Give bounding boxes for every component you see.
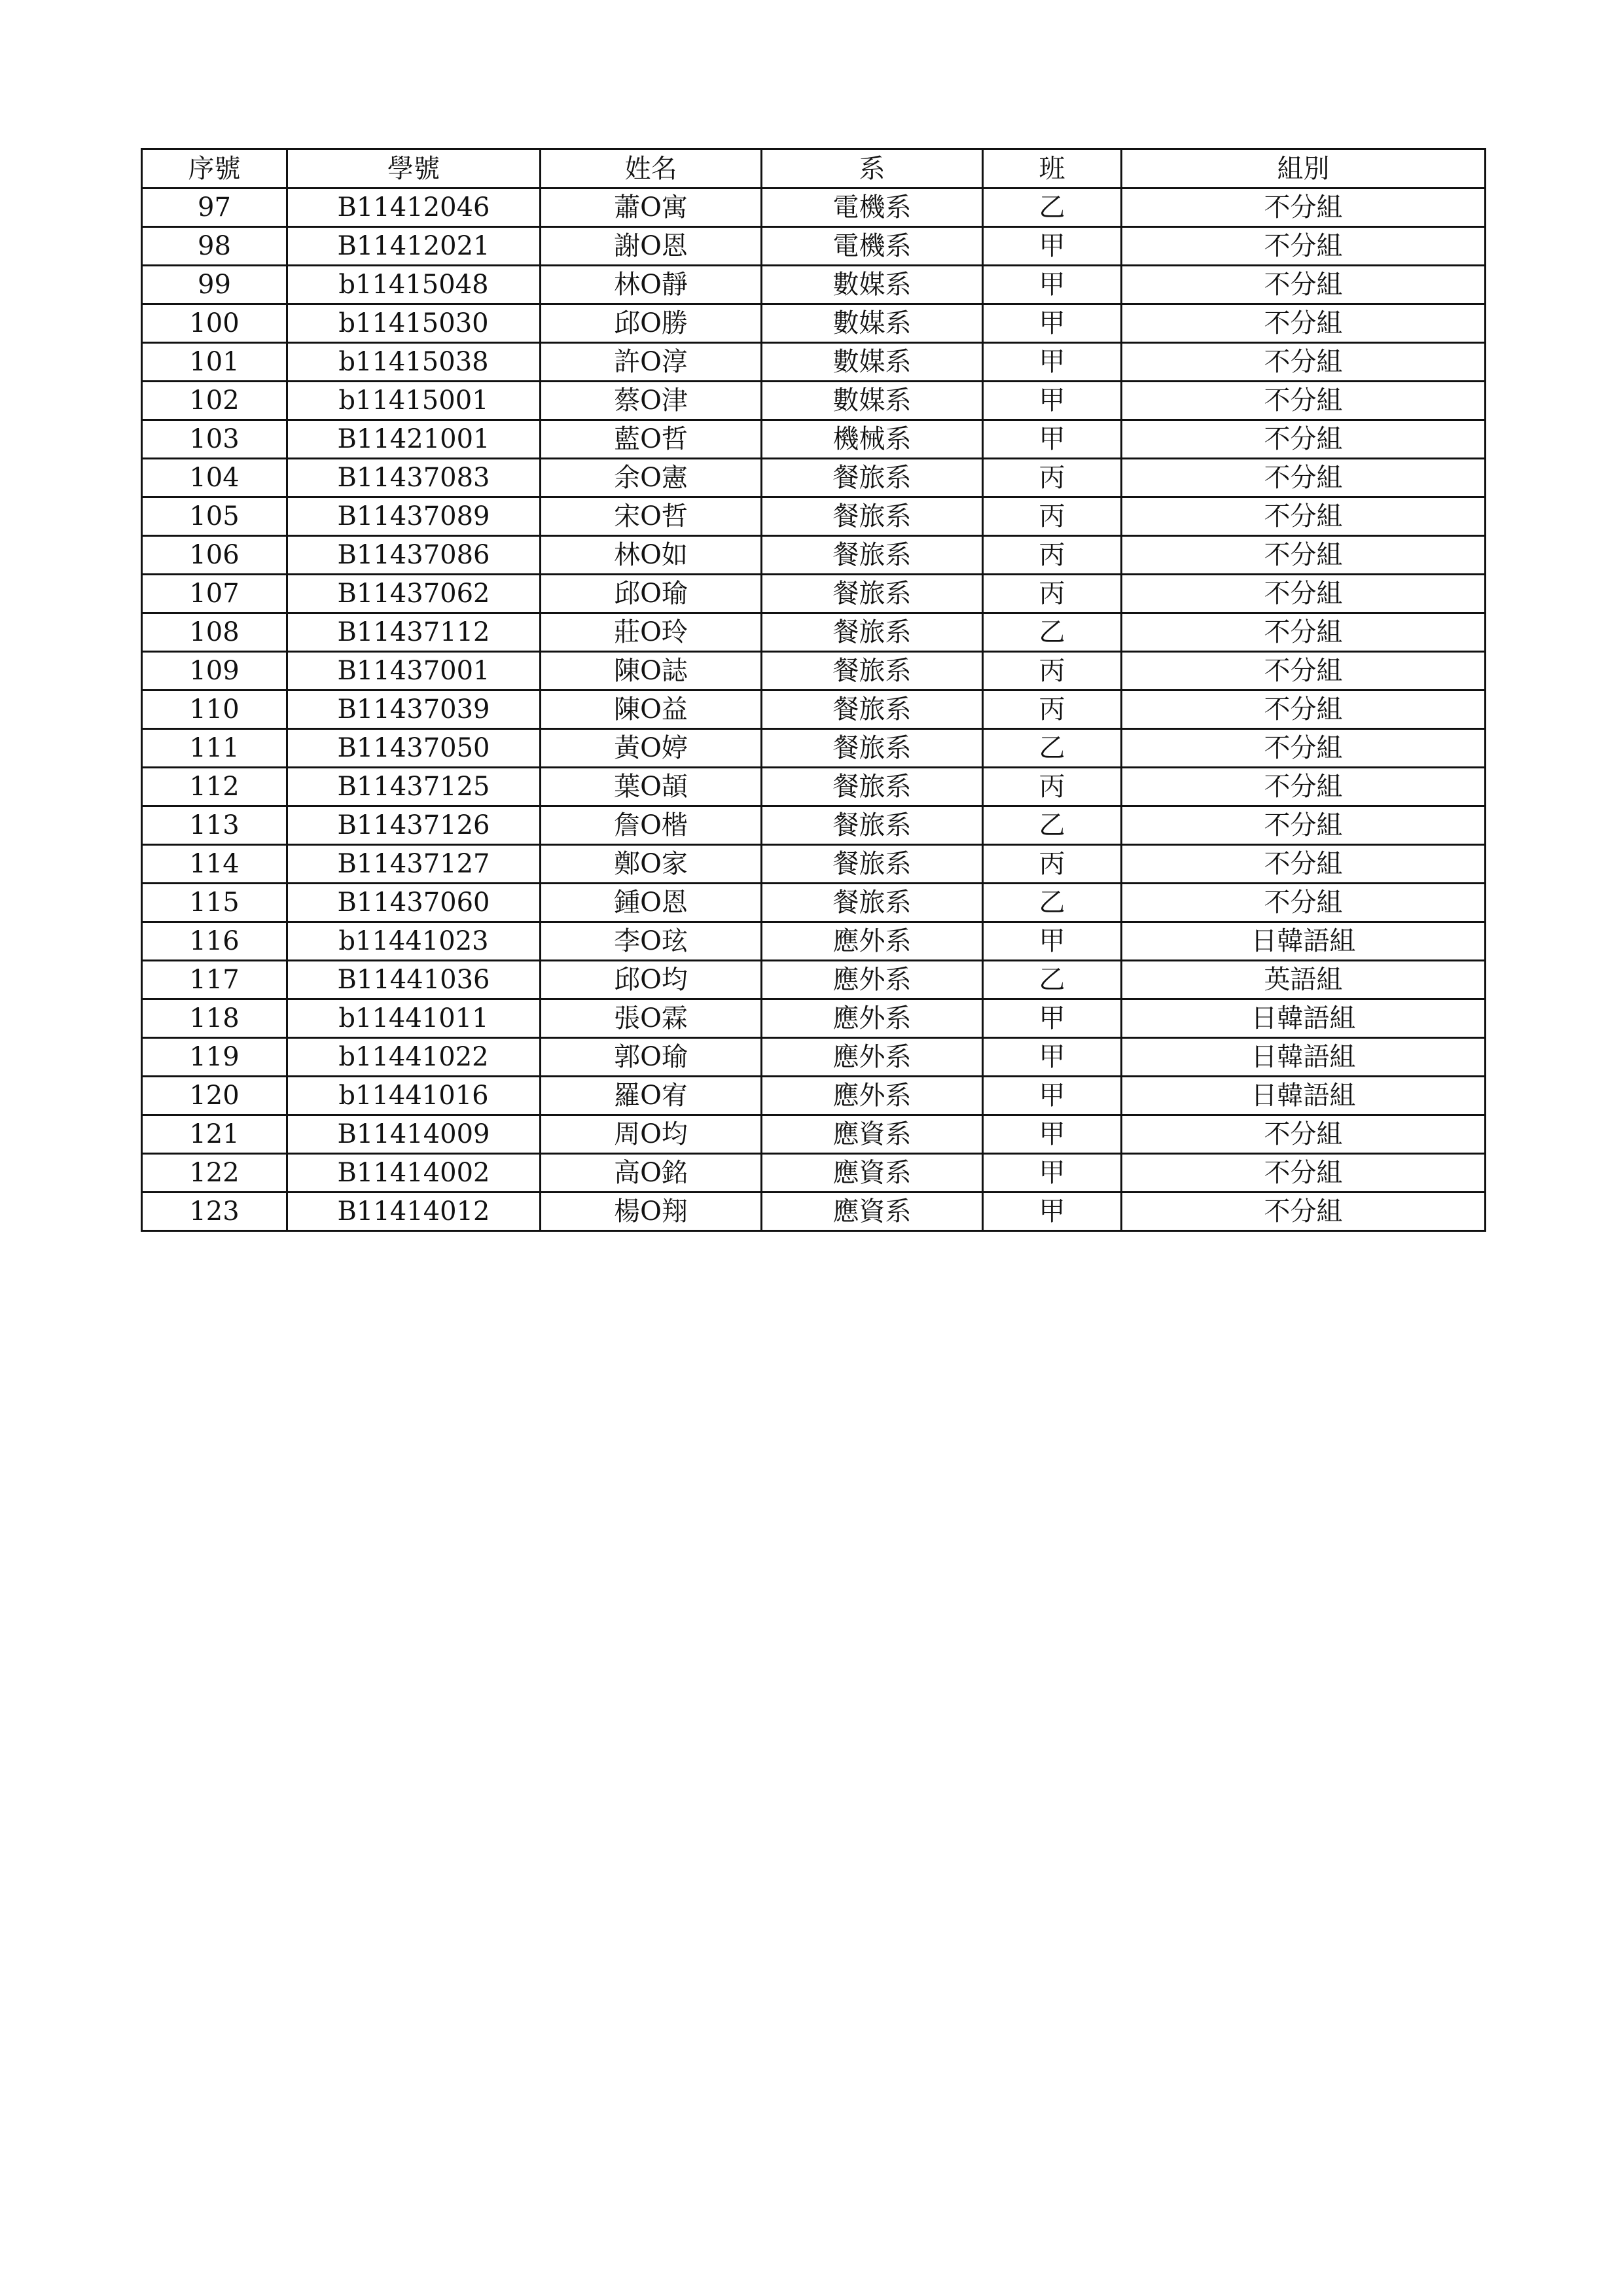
cell-group: 不分組 xyxy=(1122,652,1486,691)
table-row xyxy=(142,188,1486,227)
cell-name: 邱O瑜 xyxy=(541,575,762,613)
cell-seq: 107 xyxy=(142,575,287,613)
table-row xyxy=(142,420,1486,459)
table-row xyxy=(142,1193,1486,1231)
cell-name: 余O憲 xyxy=(541,459,762,497)
table-row xyxy=(142,961,1486,999)
cell-department: 應資系 xyxy=(762,1154,983,1193)
cell-department: 餐旅系 xyxy=(762,729,983,768)
cell-student-id: b11415001 xyxy=(287,382,541,420)
cell-class: 甲 xyxy=(983,1154,1122,1193)
cell-group: 日韓語組 xyxy=(1122,922,1486,961)
table-row xyxy=(142,768,1486,806)
cell-group: 不分組 xyxy=(1122,266,1486,304)
cell-name: 郭O瑜 xyxy=(541,1038,762,1077)
cell-name: 鄭O家 xyxy=(541,845,762,884)
cell-seq: 102 xyxy=(142,382,287,420)
cell-student-id: B11437060 xyxy=(287,884,541,922)
cell-group: 不分組 xyxy=(1122,536,1486,575)
cell-seq: 109 xyxy=(142,652,287,691)
cell-group: 不分組 xyxy=(1122,884,1486,922)
cell-name: 宋O哲 xyxy=(541,497,762,536)
cell-department: 餐旅系 xyxy=(762,652,983,691)
table-row xyxy=(142,575,1486,613)
student-roster-table xyxy=(141,148,1486,1232)
cell-class: 甲 xyxy=(983,266,1122,304)
cell-student-id: b11441023 xyxy=(287,922,541,961)
cell-class: 甲 xyxy=(983,1038,1122,1077)
cell-seq: 117 xyxy=(142,961,287,999)
cell-class: 乙 xyxy=(983,961,1122,999)
table-row xyxy=(142,999,1486,1038)
cell-department: 應外系 xyxy=(762,922,983,961)
cell-student-id: B11437039 xyxy=(287,691,541,729)
cell-department: 餐旅系 xyxy=(762,884,983,922)
cell-seq: 122 xyxy=(142,1154,287,1193)
cell-class: 甲 xyxy=(983,343,1122,382)
table-row xyxy=(142,729,1486,768)
cell-name: 謝O恩 xyxy=(541,227,762,266)
cell-name: 蔡O津 xyxy=(541,382,762,420)
cell-department: 數媒系 xyxy=(762,304,983,343)
cell-group: 不分組 xyxy=(1122,420,1486,459)
header-row xyxy=(142,149,1486,188)
header-name: 姓名 xyxy=(541,149,762,188)
cell-group: 不分組 xyxy=(1122,806,1486,845)
cell-class: 甲 xyxy=(983,999,1122,1038)
table-row xyxy=(142,1038,1486,1077)
cell-department: 應資系 xyxy=(762,1115,983,1154)
cell-group: 英語組 xyxy=(1122,961,1486,999)
table-row xyxy=(142,922,1486,961)
cell-class: 甲 xyxy=(983,1193,1122,1231)
cell-name: 鍾O恩 xyxy=(541,884,762,922)
cell-department: 餐旅系 xyxy=(762,575,983,613)
cell-class: 丙 xyxy=(983,575,1122,613)
cell-department: 餐旅系 xyxy=(762,459,983,497)
cell-name: 李O玹 xyxy=(541,922,762,961)
cell-name: 莊O玲 xyxy=(541,613,762,652)
cell-class: 丙 xyxy=(983,768,1122,806)
table-row xyxy=(142,304,1486,343)
cell-name: 高O銘 xyxy=(541,1154,762,1193)
cell-class: 丙 xyxy=(983,459,1122,497)
cell-group: 不分組 xyxy=(1122,691,1486,729)
cell-group: 日韓語組 xyxy=(1122,999,1486,1038)
cell-group: 日韓語組 xyxy=(1122,1038,1486,1077)
table-row xyxy=(142,227,1486,266)
table-row xyxy=(142,497,1486,536)
table-row xyxy=(142,536,1486,575)
cell-name: 詹O楷 xyxy=(541,806,762,845)
cell-name: 陳O益 xyxy=(541,691,762,729)
cell-name: 周O均 xyxy=(541,1115,762,1154)
cell-group: 不分組 xyxy=(1122,613,1486,652)
cell-group: 不分組 xyxy=(1122,768,1486,806)
cell-name: 許O淳 xyxy=(541,343,762,382)
cell-seq: 114 xyxy=(142,845,287,884)
table-row xyxy=(142,845,1486,884)
table-header xyxy=(142,149,1486,188)
cell-name: 林O靜 xyxy=(541,266,762,304)
cell-student-id: B11412021 xyxy=(287,227,541,266)
cell-group: 不分組 xyxy=(1122,497,1486,536)
cell-department: 機械系 xyxy=(762,420,983,459)
cell-seq: 112 xyxy=(142,768,287,806)
cell-student-id: B11437126 xyxy=(287,806,541,845)
cell-student-id: B11437062 xyxy=(287,575,541,613)
cell-student-id: B11414012 xyxy=(287,1193,541,1231)
cell-student-id: B11414009 xyxy=(287,1115,541,1154)
cell-class: 丙 xyxy=(983,536,1122,575)
cell-seq: 97 xyxy=(142,188,287,227)
cell-class: 乙 xyxy=(983,884,1122,922)
cell-group: 不分組 xyxy=(1122,1193,1486,1231)
table-row xyxy=(142,652,1486,691)
cell-class: 丙 xyxy=(983,845,1122,884)
header-seq: 序號 xyxy=(142,149,287,188)
cell-name: 楊O翔 xyxy=(541,1193,762,1231)
cell-class: 乙 xyxy=(983,188,1122,227)
cell-student-id: B11437083 xyxy=(287,459,541,497)
cell-name: 蕭O寓 xyxy=(541,188,762,227)
table-row xyxy=(142,382,1486,420)
cell-name: 陳O誌 xyxy=(541,652,762,691)
cell-department: 應外系 xyxy=(762,1038,983,1077)
cell-seq: 105 xyxy=(142,497,287,536)
cell-class: 甲 xyxy=(983,922,1122,961)
cell-student-id: B11412046 xyxy=(287,188,541,227)
cell-class: 乙 xyxy=(983,613,1122,652)
cell-seq: 123 xyxy=(142,1193,287,1231)
cell-group: 不分組 xyxy=(1122,575,1486,613)
cell-seq: 113 xyxy=(142,806,287,845)
table-row xyxy=(142,613,1486,652)
cell-seq: 120 xyxy=(142,1077,287,1115)
cell-student-id: B11421001 xyxy=(287,420,541,459)
cell-department: 餐旅系 xyxy=(762,613,983,652)
cell-class: 丙 xyxy=(983,652,1122,691)
cell-student-id: B11437127 xyxy=(287,845,541,884)
cell-department: 餐旅系 xyxy=(762,845,983,884)
cell-class: 甲 xyxy=(983,382,1122,420)
cell-department: 餐旅系 xyxy=(762,497,983,536)
cell-seq: 106 xyxy=(142,536,287,575)
cell-student-id: B11437086 xyxy=(287,536,541,575)
cell-group: 日韓語組 xyxy=(1122,1077,1486,1115)
cell-seq: 118 xyxy=(142,999,287,1038)
cell-student-id: B11437112 xyxy=(287,613,541,652)
table-body xyxy=(142,188,1486,1231)
cell-department: 應外系 xyxy=(762,1077,983,1115)
header-group: 組別 xyxy=(1122,149,1486,188)
cell-seq: 108 xyxy=(142,613,287,652)
cell-department: 電機系 xyxy=(762,188,983,227)
cell-department: 電機系 xyxy=(762,227,983,266)
cell-name: 羅O宥 xyxy=(541,1077,762,1115)
cell-department: 數媒系 xyxy=(762,382,983,420)
cell-student-id: b11415038 xyxy=(287,343,541,382)
cell-department: 應外系 xyxy=(762,999,983,1038)
cell-group: 不分組 xyxy=(1122,382,1486,420)
cell-name: 張O霖 xyxy=(541,999,762,1038)
cell-seq: 116 xyxy=(142,922,287,961)
cell-seq: 121 xyxy=(142,1115,287,1154)
cell-seq: 115 xyxy=(142,884,287,922)
cell-seq: 99 xyxy=(142,266,287,304)
cell-group: 不分組 xyxy=(1122,304,1486,343)
cell-seq: 101 xyxy=(142,343,287,382)
cell-class: 甲 xyxy=(983,1077,1122,1115)
cell-group: 不分組 xyxy=(1122,845,1486,884)
cell-class: 丙 xyxy=(983,691,1122,729)
cell-department: 數媒系 xyxy=(762,343,983,382)
cell-group: 不分組 xyxy=(1122,343,1486,382)
cell-seq: 103 xyxy=(142,420,287,459)
cell-seq: 98 xyxy=(142,227,287,266)
cell-class: 甲 xyxy=(983,1115,1122,1154)
cell-group: 不分組 xyxy=(1122,1154,1486,1193)
cell-group: 不分組 xyxy=(1122,729,1486,768)
cell-student-id: b11441011 xyxy=(287,999,541,1038)
cell-student-id: b11441016 xyxy=(287,1077,541,1115)
table-row xyxy=(142,884,1486,922)
cell-name: 林O如 xyxy=(541,536,762,575)
table-row xyxy=(142,343,1486,382)
cell-student-id: B11437001 xyxy=(287,652,541,691)
cell-student-id: B11437089 xyxy=(287,497,541,536)
cell-seq: 104 xyxy=(142,459,287,497)
table-row xyxy=(142,806,1486,845)
cell-student-id: b11441022 xyxy=(287,1038,541,1077)
cell-seq: 111 xyxy=(142,729,287,768)
cell-seq: 110 xyxy=(142,691,287,729)
cell-class: 丙 xyxy=(983,497,1122,536)
table-row xyxy=(142,459,1486,497)
cell-department: 餐旅系 xyxy=(762,536,983,575)
cell-name: 葉O頡 xyxy=(541,768,762,806)
header-class: 班 xyxy=(983,149,1122,188)
cell-group: 不分組 xyxy=(1122,227,1486,266)
table-row xyxy=(142,266,1486,304)
cell-class: 甲 xyxy=(983,420,1122,459)
cell-student-id: b11415030 xyxy=(287,304,541,343)
cell-student-id: B11441036 xyxy=(287,961,541,999)
cell-name: 邱O勝 xyxy=(541,304,762,343)
table-row xyxy=(142,691,1486,729)
cell-seq: 119 xyxy=(142,1038,287,1077)
header-department: 系 xyxy=(762,149,983,188)
cell-class: 甲 xyxy=(983,304,1122,343)
cell-student-id: b11415048 xyxy=(287,266,541,304)
cell-class: 甲 xyxy=(983,227,1122,266)
cell-name: 黃O婷 xyxy=(541,729,762,768)
cell-department: 餐旅系 xyxy=(762,691,983,729)
table-row xyxy=(142,1115,1486,1154)
table-row xyxy=(142,1077,1486,1115)
header-student-id: 學號 xyxy=(287,149,541,188)
cell-student-id: B11437125 xyxy=(287,768,541,806)
table-row xyxy=(142,1154,1486,1193)
cell-department: 餐旅系 xyxy=(762,768,983,806)
cell-group: 不分組 xyxy=(1122,1115,1486,1154)
cell-name: 邱O均 xyxy=(541,961,762,999)
cell-student-id: B11437050 xyxy=(287,729,541,768)
cell-department: 應資系 xyxy=(762,1193,983,1231)
cell-department: 應外系 xyxy=(762,961,983,999)
cell-class: 乙 xyxy=(983,729,1122,768)
cell-department: 數媒系 xyxy=(762,266,983,304)
cell-student-id: B11414002 xyxy=(287,1154,541,1193)
cell-department: 餐旅系 xyxy=(762,806,983,845)
cell-group: 不分組 xyxy=(1122,188,1486,227)
cell-seq: 100 xyxy=(142,304,287,343)
cell-class: 乙 xyxy=(983,806,1122,845)
cell-group: 不分組 xyxy=(1122,459,1486,497)
cell-name: 藍O哲 xyxy=(541,420,762,459)
